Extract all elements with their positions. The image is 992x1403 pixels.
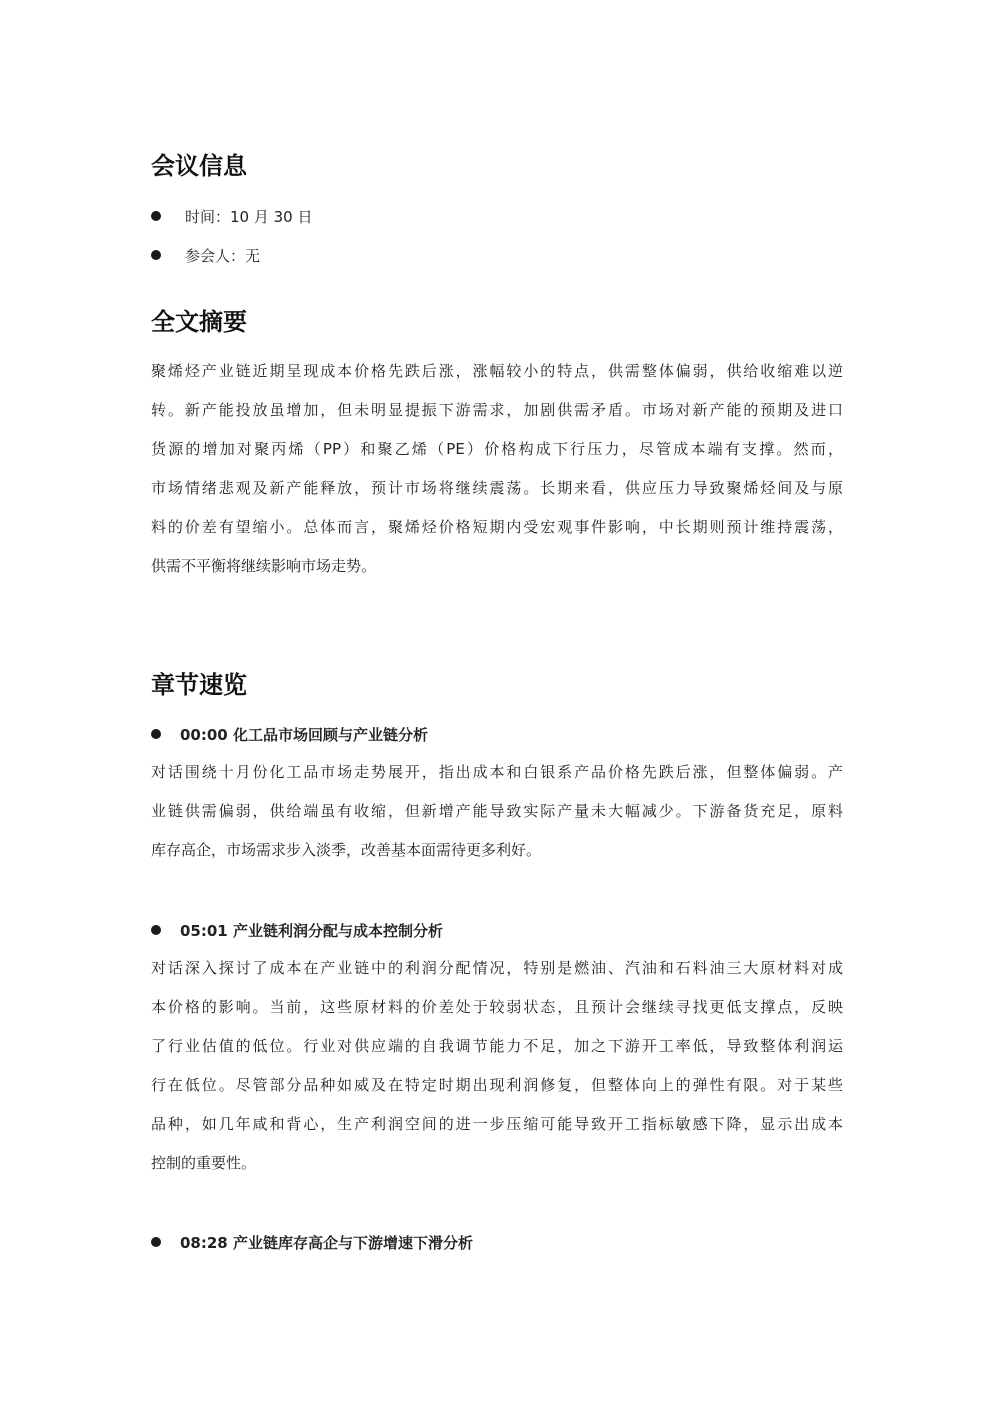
summary-line: 料的价差有望缩小。总体而言，聚烯烃价格短期内受宏观事件影响，中长期则预计维持震荡， <box>151 518 843 536</box>
chapter-title-row <box>151 1230 473 1254</box>
chapter-line: 行在低位。尽管部分品种如威及在特定时期出现利润修复，但整体向上的弹性有限。对于某些 <box>151 1076 843 1094</box>
bullet-icon <box>151 211 161 221</box>
bullet-icon <box>151 729 161 739</box>
chapters-heading: 章节速览 <box>151 671 247 699</box>
summary-line: 市场情绪悲观及新产能释放，预计市场将继续震荡。长期来看，供应压力导致聚烯烃间及与原 <box>151 479 843 497</box>
chapter-line: 本价格的影响。当前，这些原材料的价差处于较弱状态，且预计会继续寻找更低支撑点，反映 <box>151 998 843 1016</box>
chapter-line: 了行业估值的低位。行业对供应端的自我调节能力不足，加之下游开工率低，导致整体利润运 <box>151 1037 843 1055</box>
chapter-paragraph <box>151 753 843 870</box>
summary-line: 转。新产能投放虽增加，但未明显提振下游需求，加剧供需矛盾。市场对新产能的预期及进口 <box>151 401 843 419</box>
meeting-info-item <box>151 243 260 267</box>
chapter-line: 品种，如几年咸和背心，生产利润空间的进一步压缩可能导致开工指标敏感下降，显示出成本 <box>151 1115 843 1133</box>
chapter-title: 00:00 化工品市场回顾与产业链分析 <box>180 725 428 744</box>
bullet-icon <box>151 925 161 935</box>
summary-line: 聚烯烃产业链近期呈现成本价格先跌后涨，涨幅较小的特点，供需整体偏弱，供给收缩难以逆 <box>151 362 843 380</box>
chapter-line: 控制的重要性。 <box>151 1154 257 1172</box>
meeting-info-heading: 会议信息 <box>151 152 247 180</box>
summary-line: 供需不平衡将继续影响市场走势。 <box>151 557 377 575</box>
meeting-attendees: 参会人：无 <box>185 246 261 265</box>
meeting-info-item <box>151 204 312 228</box>
chapter-line: 对话深入探讨了成本在产业链中的利润分配情况，特别是燃油、汽油和石料油三大原材料对成 <box>151 959 843 977</box>
bullet-icon <box>151 1237 161 1247</box>
summary-paragraph <box>151 352 843 586</box>
chapter-line: 对话围绕十月份化工品市场走势展开，指出成本和白银系产品价格先跌后涨，但整体偏弱。产 <box>151 763 843 781</box>
chapter-title-row <box>151 722 428 746</box>
chapter-title: 05:01 产业链利润分配与成本控制分析 <box>180 921 443 940</box>
meeting-time: 时间：10 月 30 日 <box>185 207 313 226</box>
chapter-title-row <box>151 918 443 942</box>
chapter-paragraph <box>151 949 843 1183</box>
summary-line: 货源的增加对聚丙烯（PP）和聚乙烯（PE）价格构成下行压力，尽管成本端有支撑。然而， <box>151 440 843 458</box>
bullet-icon <box>151 250 161 260</box>
chapter-line: 业链供需偏弱，供给端虽有收缩，但新增产能导致实际产量未大幅减少。下游备货充足，原料 <box>151 802 843 820</box>
chapter-title: 08:28 产业链库存高企与下游增速下滑分析 <box>180 1233 473 1252</box>
summary-heading: 全文摘要 <box>151 308 247 336</box>
chapter-line: 库存高企，市场需求步入淡季，改善基本面需待更多利好。 <box>151 841 542 859</box>
